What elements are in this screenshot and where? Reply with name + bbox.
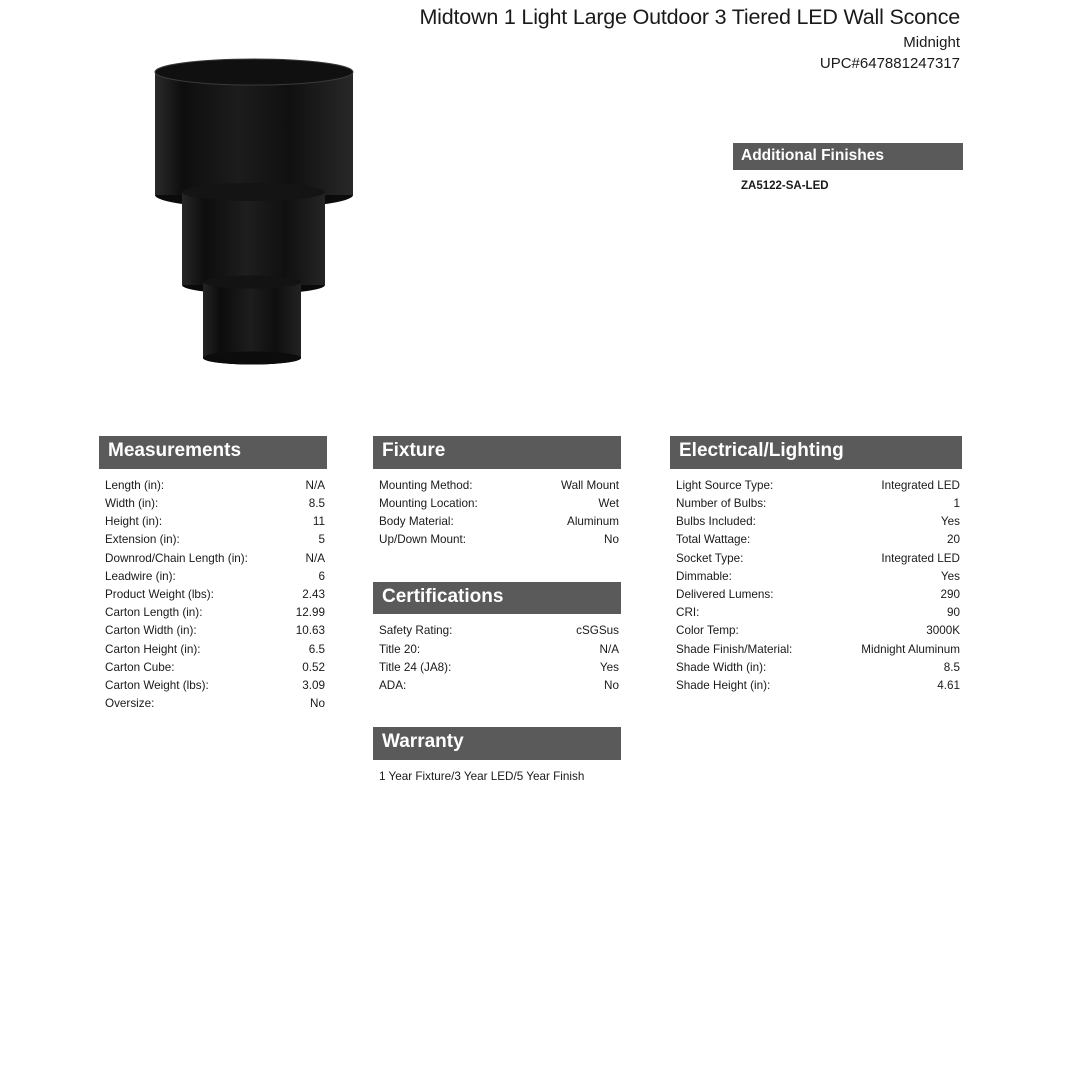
row-label: Shade Finish/Material: [676, 642, 793, 656]
row-value: 6.5 [308, 642, 325, 656]
table-row [373, 677, 621, 695]
row-value: 4.61 [937, 679, 960, 693]
row-label: Length (in): [105, 478, 165, 492]
table-row [670, 477, 962, 495]
row-value: Midnight Aluminum [861, 642, 960, 656]
table-row [99, 513, 327, 531]
row-value: 90 [946, 606, 960, 620]
table-row [99, 604, 327, 622]
table-row [99, 641, 327, 659]
fixture-heading: Fixture [373, 436, 621, 469]
table-row [373, 641, 621, 659]
row-value: 290 [940, 588, 960, 602]
table-row [670, 531, 962, 549]
table-row [99, 622, 327, 640]
row-value: 6 [318, 569, 325, 583]
table-row [670, 495, 962, 513]
row-value: 20 [946, 533, 960, 547]
row-value: 11 [312, 515, 325, 529]
measurements-rows [99, 469, 327, 714]
row-value: Yes [940, 515, 960, 529]
table-row [373, 659, 621, 677]
section-electrical [670, 436, 962, 695]
row-label: Body Material: [379, 515, 454, 529]
row-value: cSGSus [576, 624, 619, 638]
row-label: Product Weight (lbs): [105, 588, 214, 602]
column-electrical [670, 436, 962, 717]
row-value: Wet [598, 497, 619, 510]
row-value: N/A [305, 478, 325, 492]
column-measurements [99, 436, 327, 735]
row-value: 10.63 [295, 624, 325, 638]
table-row [99, 568, 327, 586]
product-finish: Midnight [903, 33, 960, 51]
warranty-heading: Warranty [373, 727, 621, 760]
row-value: No [604, 533, 619, 547]
row-value: 2.43 [302, 588, 325, 602]
column-fixture [373, 436, 621, 808]
row-value: Yes [599, 660, 619, 674]
table-row [99, 677, 327, 695]
table-row [670, 513, 962, 531]
row-label: Up/Down Mount: [379, 533, 467, 547]
electrical-heading: Electrical/Lighting [670, 436, 962, 469]
row-value: 3000K [926, 624, 960, 638]
row-label: Downrod/Chain Length (in): [105, 551, 248, 565]
table-row [373, 513, 621, 531]
row-label: ADA: [379, 679, 407, 693]
section-fixture [373, 436, 621, 550]
section-measurements [99, 436, 327, 713]
row-label: Light Source Type: [676, 478, 774, 492]
table-row [670, 659, 962, 677]
electrical-rows [670, 469, 962, 695]
row-label: Title 24 (JA8): [379, 660, 452, 674]
fixture-rows [373, 469, 621, 550]
row-label: Delivered Lumens: [676, 588, 774, 602]
table-row [99, 477, 327, 495]
product-image [120, 40, 450, 380]
row-label: Shade Width (in): [676, 660, 767, 674]
additional-finishes-heading: Additional Finishes [733, 143, 963, 170]
row-label: Carton Length (in): [105, 606, 203, 620]
row-value: 3.09 [302, 679, 325, 693]
table-row [99, 659, 327, 677]
row-label: Total Wattage: [676, 533, 751, 547]
row-value: 1 [953, 497, 960, 510]
row-value: No [310, 697, 325, 711]
row-value: 12.99 [295, 606, 325, 620]
row-value: 5 [318, 533, 325, 547]
row-label: Carton Cube: [105, 660, 175, 674]
row-label: Width (in): [105, 497, 159, 510]
warranty-text: 1 Year Fixture/3 Year LED/5 Year Finish [379, 770, 585, 784]
table-row [373, 495, 621, 513]
table-row [670, 604, 962, 622]
table-row [670, 677, 962, 695]
row-label: Height (in): [105, 515, 163, 529]
table-row [99, 495, 327, 513]
table-row [99, 531, 327, 549]
row-label: Bulbs Included: [676, 515, 756, 529]
table-row [99, 550, 327, 568]
row-label: Mounting Method: [379, 478, 473, 492]
row-label: Carton Width (in): [105, 624, 197, 638]
row-value: N/A [599, 642, 619, 656]
measurements-heading: Measurements [99, 436, 327, 469]
row-label: Color Temp: [676, 624, 739, 638]
row-label: Extension (in): [105, 533, 180, 547]
row-label: Socket Type: [676, 551, 744, 565]
additional-finishes-panel [733, 143, 963, 192]
table-row [373, 622, 621, 640]
row-label: Safety Rating: [379, 624, 453, 638]
row-label: Shade Height (in): [676, 679, 771, 693]
additional-finish-sku[interactable]: ZA5122-SA-LED [741, 179, 829, 192]
section-certifications [373, 582, 621, 696]
table-row [670, 568, 962, 586]
row-label: CRI: [676, 606, 700, 620]
table-row [670, 550, 962, 568]
row-value: Integrated LED [881, 478, 960, 492]
row-value: Aluminum [567, 515, 619, 529]
table-row [670, 641, 962, 659]
row-value: 8.5 [943, 660, 960, 674]
row-value: Integrated LED [881, 551, 960, 565]
certifications-rows [373, 614, 621, 695]
row-label: Dimmable: [676, 569, 732, 583]
row-value: 8.5 [308, 497, 325, 510]
certifications-heading: Certifications [373, 582, 621, 615]
table-row [373, 477, 621, 495]
row-label: Carton Weight (lbs): [105, 679, 209, 693]
row-label: Number of Bulbs: [676, 497, 767, 510]
table-row [670, 586, 962, 604]
row-value: N/A [305, 551, 325, 565]
wall-sconce-illustration [120, 40, 450, 380]
table-row [670, 622, 962, 640]
table-row [99, 695, 327, 713]
page-title: Midtown 1 Light Large Outdoor 3 Tiered LED Wall Sconce [419, 5, 960, 29]
row-label: Leadwire (in): [105, 569, 176, 583]
table-row [373, 531, 621, 549]
row-label: Title 20: [379, 642, 421, 656]
table-row [99, 586, 327, 604]
row-label: Mounting Location: [379, 497, 478, 510]
row-value: Yes [940, 569, 960, 583]
section-warranty [373, 727, 621, 786]
row-label: Carton Height (in): [105, 642, 201, 656]
row-value: 0.52 [302, 660, 325, 674]
row-value: No [604, 679, 619, 693]
row-value: Wall Mount [560, 478, 619, 492]
product-upc: UPC#647881247317 [819, 54, 960, 72]
row-label: Oversize: [105, 697, 155, 711]
